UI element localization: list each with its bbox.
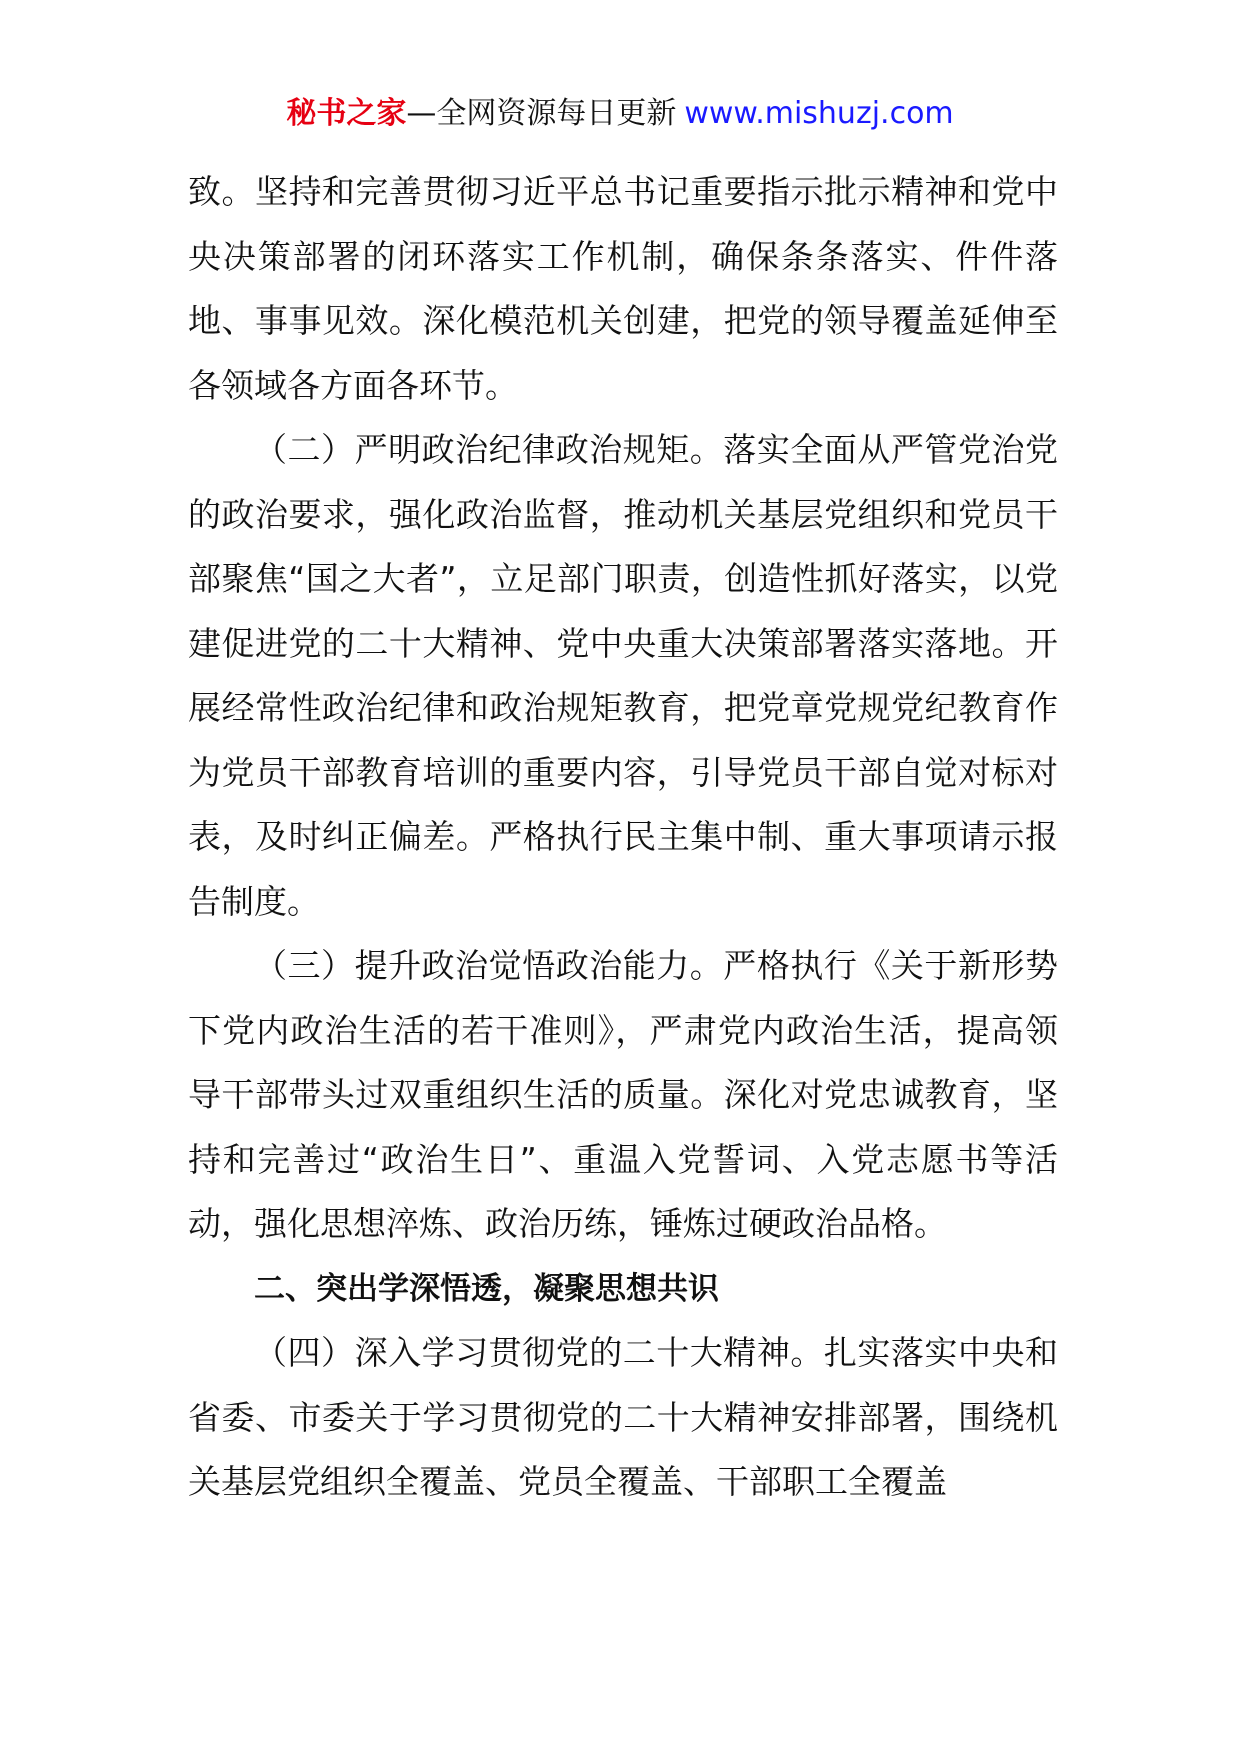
document-body [188,160,1058,1515]
paragraph-continuation: 致。坚持和完善贯彻习近平总书记重要指示批示精神和党中央决策部署的闭环落实工作机制，确保条条落实、件件落地、事事见效。深化模范机关创建，把党的领导覆盖延伸至各领域各方面各环节。 [188,172,1058,405]
paragraph-item-2: （二）严明政治纪律政治规矩。落实全面从严管党治党的政治要求，强化政治监督，推动机关基层党组织和党员干部聚焦“国之大者”，立足部门职责，创造性抓好落实，以党建促进党的二十大精神、党中央重大决策部署落实落地。开展经常性政治纪律和政治规矩教育，把党章党规党纪教育作为党员干部教育培训的重要内容，引导党员干部自觉对标对表，及时纠正偏差。严格执行民主集中制、重大事项请示报告制度。 [188,430,1058,921]
site-header [0,94,1240,134]
paragraph-item-3: （三）提升政治觉悟政治能力。严格执行《关于新形势下党内政治生活的若干准则》，严肃党内政治生活，提高领导干部带头过双重组织生活的质量。深化对党忠诚教育，坚持和完善过“政治生日”、重温入党誓词、入党志愿书等活动，强化思想淬炼、政治历练，锤炼过硬政治品格。 [188,946,1058,1243]
site-brand: 秘书之家 [286,96,407,131]
section-heading-2: 二、突出学深悟透，凝聚思想共识 [254,1270,719,1307]
site-tagline: —全网资源每日更新 [406,96,677,131]
site-url-link[interactable]: www.mishuzj.com [684,96,954,131]
paragraph-item-4: （四）深入学习贯彻党的二十大精神。扎实落实中央和省委、市委关于学习贯彻党的二十大精神安排部署，围绕机关基层党组织全覆盖、党员全覆盖、干部职工全覆盖 [188,1333,1058,1501]
